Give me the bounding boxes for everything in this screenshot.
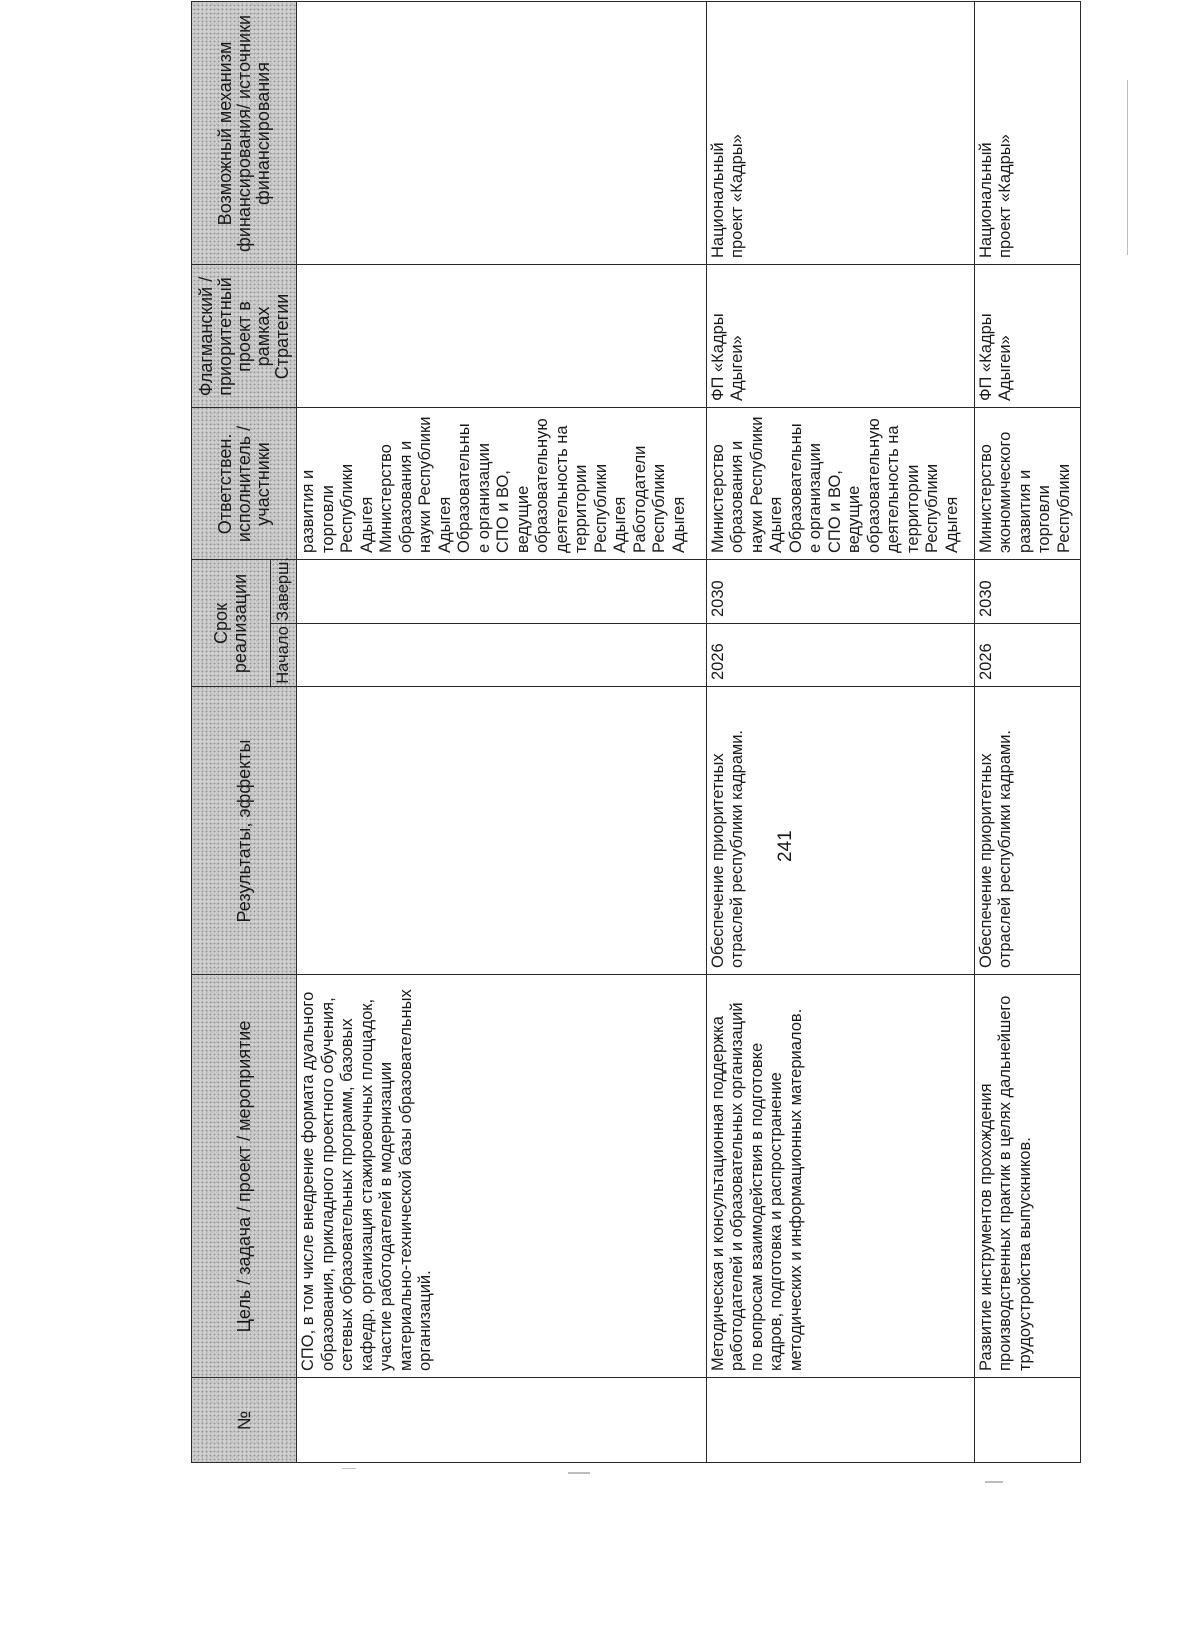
- cell-flagship: [974, 264, 1080, 407]
- cell-start: 2026: [974, 624, 1080, 687]
- goal-text: СПО, в том числе внедрение формата дуального образования, прикладного проектного обучения, сетевых образовательных программ, базовых кафедр, организация стажировочных площадок, участие работодателей в модернизации материально-технической базы образовательных организаций.: [299, 989, 434, 1371]
- financing-text: Национальный проект «Кадры»: [976, 134, 1015, 258]
- cell-responsible: [706, 407, 974, 559]
- cell-goal: [974, 975, 1080, 1378]
- cell-flagship: [706, 264, 974, 407]
- page-number: 241: [775, 830, 796, 862]
- results-text: Обеспечение приоритетных отраслей республики кадрами.: [976, 729, 1015, 968]
- cell-num: [706, 1378, 974, 1463]
- header-end: Заверш.: [271, 559, 297, 623]
- table-row: [706, 1, 974, 1462]
- cell-flagship: [297, 264, 707, 407]
- cell-financing: [974, 1, 1080, 264]
- financing-text: Национальный проект «Кадры»: [708, 134, 747, 258]
- header-goal: Цель / задача / проект / мероприятие: [192, 975, 297, 1378]
- strategy-table: [191, 1, 1081, 1463]
- cell-results: [974, 687, 1080, 975]
- table-row: [297, 1, 707, 1462]
- cell-end: 2030: [974, 559, 1080, 623]
- cell-responsible: [297, 407, 707, 559]
- header-row: [192, 1, 271, 1462]
- cell-start: [297, 624, 707, 687]
- responsible-text: Министерство образования и науки Республики Адыгея Образовательны е организации СПО и ВО, ведущие образовательную деятельность на территории Республики Адыгея: [708, 416, 961, 553]
- goal-text: Развитие инструментов прохождения производственных практик в целях дальнейшего трудоустройства выпускников.: [976, 995, 1034, 1371]
- header-start: Начало: [271, 624, 297, 687]
- responsible-text: Министерство экономического развития и торговли Республики: [976, 431, 1073, 553]
- header-num: №: [192, 1378, 297, 1463]
- header-responsible: Ответствен. исполнитель / участники: [192, 407, 297, 559]
- header-flagship: Флагманский / приоритетный проект в рамках Стратегии: [192, 264, 297, 407]
- cell-results: [297, 687, 707, 975]
- header-results: Результаты, эффекты: [192, 687, 297, 975]
- responsible-text: развития и торговли Республики Адыгея Министерство образования и науки Республики Адыгея Образовательны е организации СПО и ВО, ведущие образовательную деятельность на территории Республики Адыгея Работодатели Республики Адыгея: [299, 416, 688, 553]
- cell-start: 2026: [706, 624, 974, 687]
- header-financing: Возможный механизм финансирования/ источники финансирования: [192, 1, 297, 264]
- cell-end: [297, 559, 707, 623]
- cell-goal: [706, 975, 974, 1378]
- goal-text: Методическая и консультационная поддержка работодателей и образовательных организаций по вопросам взаимодействия в подготовке кадров, подготовка и распространение методических и информационных материалов.: [708, 1002, 805, 1371]
- table-row: [974, 1, 1080, 1462]
- flagship-text: ФП «Кадры Адыгеи»: [976, 313, 1015, 401]
- cell-financing: [297, 1, 707, 264]
- results-text: Обеспечение приоритетных отраслей республики кадрами.: [708, 729, 747, 968]
- cell-end: 2030: [706, 559, 974, 623]
- cell-financing: [706, 1, 974, 264]
- cell-goal: [297, 975, 707, 1378]
- cell-responsible: [974, 407, 1080, 559]
- cell-results: [706, 687, 974, 975]
- cell-num: [297, 1378, 707, 1463]
- flagship-text: ФП «Кадры Адыгеи»: [708, 313, 747, 401]
- cell-num: [974, 1378, 1080, 1463]
- header-term: Срок реализации: [192, 559, 271, 686]
